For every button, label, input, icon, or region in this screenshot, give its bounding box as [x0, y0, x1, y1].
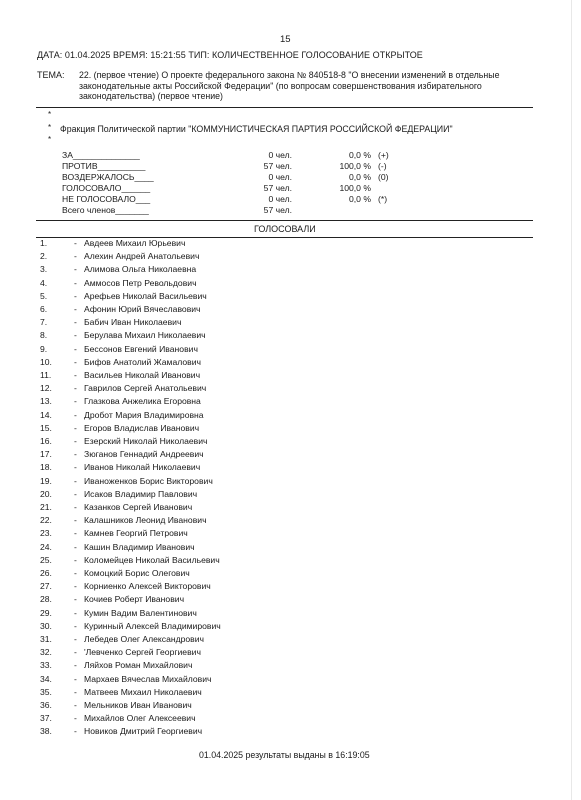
- voter-name: Ляйхов Роман Михайлович: [84, 660, 193, 671]
- voter-dash: -: [74, 713, 77, 724]
- voter-dash: -: [74, 436, 77, 446]
- voter-name: Корниенко Алексей Викторович: [84, 581, 211, 592]
- voter-number: 6.: [40, 304, 48, 314]
- voter-number: 31.: [40, 634, 52, 644]
- stat-count: 57 чел.: [263, 183, 292, 193]
- voter-dash: -: [74, 356, 77, 367]
- voter-number: 24.: [40, 541, 52, 552]
- voter-dash: -: [74, 317, 77, 328]
- stat-code: (+): [378, 150, 389, 160]
- voter-number: 30.: [40, 620, 52, 631]
- voter-number: 19.: [40, 475, 52, 486]
- voter-dash: -: [74, 686, 77, 697]
- stat-label: ПРОТИВ__________: [62, 161, 146, 171]
- voter-number: 21.: [40, 502, 52, 512]
- voter-name: Гаврилов Сергей Анатольевич: [84, 383, 207, 394]
- voter-number: 11.: [40, 370, 52, 380]
- voter-name: Кумин Вадим Валентинович: [84, 607, 197, 618]
- voter-name: Иваноженков Борис Викторович: [84, 475, 213, 486]
- voter-number: 15.: [40, 422, 52, 433]
- voter-name: Лебедев Олег Александрович: [84, 634, 205, 644]
- vote-header-line: ДАТА: 01.04.2025 ВРЕМЯ: 15:21:55 ТИП: КОЛИЧЕСТВЕННОЕ ГОЛОСОВАНИЕ ОТКРЫТОЕ: [37, 50, 423, 60]
- voter-name: Егоров Владислав Иванович: [84, 422, 200, 433]
- voter-dash: -: [74, 528, 77, 539]
- voter-dash: -: [74, 383, 77, 394]
- voter-name: Бессонов Евгений Иванович: [84, 343, 198, 354]
- voter-number: 37.: [40, 713, 52, 724]
- voter-name: Камнев Георгий Петрович: [84, 528, 188, 539]
- voter-number: 33.: [40, 660, 52, 671]
- stat-percent: 100,0 %: [339, 183, 371, 193]
- voter-dash: -: [74, 673, 77, 684]
- voter-dash: -: [74, 515, 77, 526]
- voter-number: 17.: [40, 449, 52, 460]
- stat-code: (0): [378, 172, 389, 182]
- voter-name: Васильев Николай Иванович: [84, 370, 201, 380]
- voter-dash: -: [74, 462, 77, 473]
- voter-number: 9.: [40, 343, 48, 354]
- voter-dash: -: [74, 607, 77, 618]
- voter-dash: -: [74, 700, 77, 710]
- voter-number: 12.: [40, 383, 52, 394]
- page-number: 15: [280, 34, 291, 45]
- voter-name: Арефьев Николай Васильевич: [84, 290, 207, 301]
- voter-name: Калашников Леонид Иванович: [84, 515, 207, 526]
- stat-count: 57 чел.: [263, 205, 292, 215]
- voter-name: Езерский Николай Николаевич: [84, 436, 208, 446]
- voter-number: 2.: [40, 251, 48, 262]
- voter-number: 22.: [40, 515, 52, 526]
- stat-percent: 0,0 %: [349, 172, 371, 182]
- stat-label: ЗА______________: [62, 150, 140, 160]
- voter-name: Кочиев Роберт Иванович: [84, 594, 185, 605]
- star-mark: *: [48, 110, 52, 119]
- voter-number: 36.: [40, 700, 52, 710]
- voter-name: Алехин Андрей Анатольевич: [84, 251, 200, 262]
- voter-name: Новиков Дмитрий Георгиевич: [84, 726, 203, 737]
- voter-name: Бабич Иван Николаевич: [84, 317, 182, 328]
- voter-dash: -: [74, 634, 77, 644]
- scan-edge: [571, 0, 572, 800]
- voter-number: 7.: [40, 317, 48, 328]
- voter-dash: -: [74, 370, 77, 380]
- voter-name: Иванов Николай Николаевич: [84, 462, 201, 473]
- topic-divider: [36, 107, 533, 108]
- voter-name: Мархаев Вячеслав Михайлович: [84, 673, 212, 684]
- voter-dash: -: [74, 277, 77, 288]
- voter-dash: -: [74, 422, 77, 433]
- voter-number: 3.: [40, 264, 48, 275]
- voter-number: 8.: [40, 330, 48, 341]
- voter-dash: -: [74, 488, 77, 499]
- voter-name: Исаков Владимир Павлович: [84, 488, 198, 499]
- voted-heading: ГОЛОСОВАЛИ: [254, 224, 316, 234]
- stat-percent: 0,0 %: [349, 194, 371, 204]
- voter-number: 25.: [40, 554, 52, 565]
- voter-name: Мельников Иван Иванович: [84, 700, 192, 710]
- voter-name: Матвеев Михаил Николаевич: [84, 686, 202, 697]
- stat-percent: 100,0 %: [339, 161, 371, 171]
- voter-dash: -: [74, 541, 77, 552]
- voter-number: 38.: [40, 726, 52, 737]
- voter-dash: -: [74, 475, 77, 486]
- voter-dash: -: [74, 304, 77, 314]
- voter-number: 4.: [40, 277, 48, 288]
- stat-code: (-): [378, 161, 387, 171]
- voter-dash: -: [74, 330, 77, 341]
- voter-dash: -: [74, 594, 77, 605]
- voter-number: 29.: [40, 607, 52, 618]
- stat-label: ВОЗДЕРЖАЛОСЬ____: [62, 172, 154, 182]
- stat-label: ГОЛОСОВАЛО______: [62, 183, 151, 193]
- voter-name: Кашин Владимир Иванович: [84, 541, 195, 552]
- voter-dash: -: [74, 290, 77, 301]
- stat-count: 57 чел.: [263, 161, 292, 171]
- voter-dash: -: [74, 581, 77, 592]
- voter-name: Алимова Ольга Николаевна: [84, 264, 197, 275]
- voter-dash: -: [74, 726, 77, 737]
- voter-dash: -: [74, 660, 77, 671]
- voter-number: 32.: [40, 647, 52, 658]
- star-mark: *: [48, 135, 52, 144]
- voter-name: Берулава Михаил Николаевич: [84, 330, 206, 341]
- voter-name: Дробот Мария Владимировна: [84, 409, 204, 420]
- stat-percent: 0,0 %: [349, 150, 371, 160]
- faction-title: Фракция Политической партии "КОММУНИСТИЧЕСКАЯ ПАРТИЯ РОССИЙСКОЙ ФЕДЕРАЦИИ": [60, 124, 453, 134]
- stat-count: 0 чел.: [268, 172, 292, 182]
- voter-name: Афонин Юрий Вячеславович: [84, 304, 201, 314]
- voter-name: Коломейцев Николай Васильевич: [84, 554, 220, 565]
- voter-number: 1.: [40, 238, 48, 248]
- voter-dash: -: [74, 502, 77, 512]
- voter-number: 28.: [40, 594, 52, 605]
- voter-number: 13.: [40, 396, 52, 407]
- voter-name: Михайлов Олег Алексеевич: [84, 713, 196, 724]
- voter-number: 27.: [40, 581, 52, 592]
- voter-dash: -: [74, 343, 77, 354]
- voter-number: 23.: [40, 528, 52, 539]
- voter-number: 5.: [40, 290, 48, 301]
- stat-label: Всего членов_______: [62, 205, 149, 215]
- voter-dash: -: [74, 568, 77, 578]
- voter-name: 'Левченко Сергей Георгиевич: [84, 647, 201, 658]
- voter-dash: -: [74, 251, 77, 262]
- topic-label: ТЕМА:: [37, 70, 65, 80]
- voter-number: 16.: [40, 436, 52, 446]
- voter-number: 35.: [40, 686, 52, 697]
- voter-dash: -: [74, 409, 77, 420]
- voter-name: Куринный Алексей Владимирович: [84, 620, 221, 631]
- voter-dash: -: [74, 647, 77, 658]
- voter-dash: -: [74, 620, 77, 631]
- star-mark: *: [48, 123, 52, 132]
- voter-dash: -: [74, 238, 77, 248]
- voter-number: 18.: [40, 462, 52, 473]
- voter-number: 26.: [40, 568, 52, 578]
- stat-code: (*): [378, 194, 388, 204]
- voter-dash: -: [74, 449, 77, 460]
- voter-name: Комоцкий Борис Олегович: [84, 568, 190, 578]
- voter-name: Зюганов Геннадий Андреевич: [84, 449, 204, 460]
- voter-number: 10.: [40, 356, 52, 367]
- voter-dash: -: [74, 396, 77, 407]
- voter-number: 34.: [40, 673, 52, 684]
- voter-number: 20.: [40, 488, 52, 499]
- stat-label: НЕ ГОЛОСОВАЛО___: [62, 194, 151, 204]
- voter-number: 14.: [40, 409, 52, 420]
- voter-name: Авдеев Михаил Юрьевич: [84, 238, 186, 248]
- voter-dash: -: [74, 554, 77, 565]
- stats-divider: [36, 220, 533, 221]
- voter-name: Казанков Сергей Иванович: [84, 502, 193, 512]
- voter-name: Аммосов Петр Револьдович: [84, 277, 197, 288]
- voter-name: Глазкова Анжелика Егоровна: [84, 396, 201, 407]
- voter-name: Бифов Анатолий Жамалович: [84, 356, 201, 367]
- topic-text: 22. (первое чтение) О проекте федерального закона № 840518-8 "О внесении изменений в отдельные законодательные акты Российской Федерации" (по вопросам совершенствования избирательного законодательства) (первое чтение): [79, 70, 500, 101]
- stat-count: 0 чел.: [268, 150, 292, 160]
- voter-dash: -: [74, 264, 77, 275]
- results-footer: 01.04.2025 результаты выданы в 16:19:05: [199, 750, 370, 760]
- stat-count: 0 чел.: [268, 194, 292, 204]
